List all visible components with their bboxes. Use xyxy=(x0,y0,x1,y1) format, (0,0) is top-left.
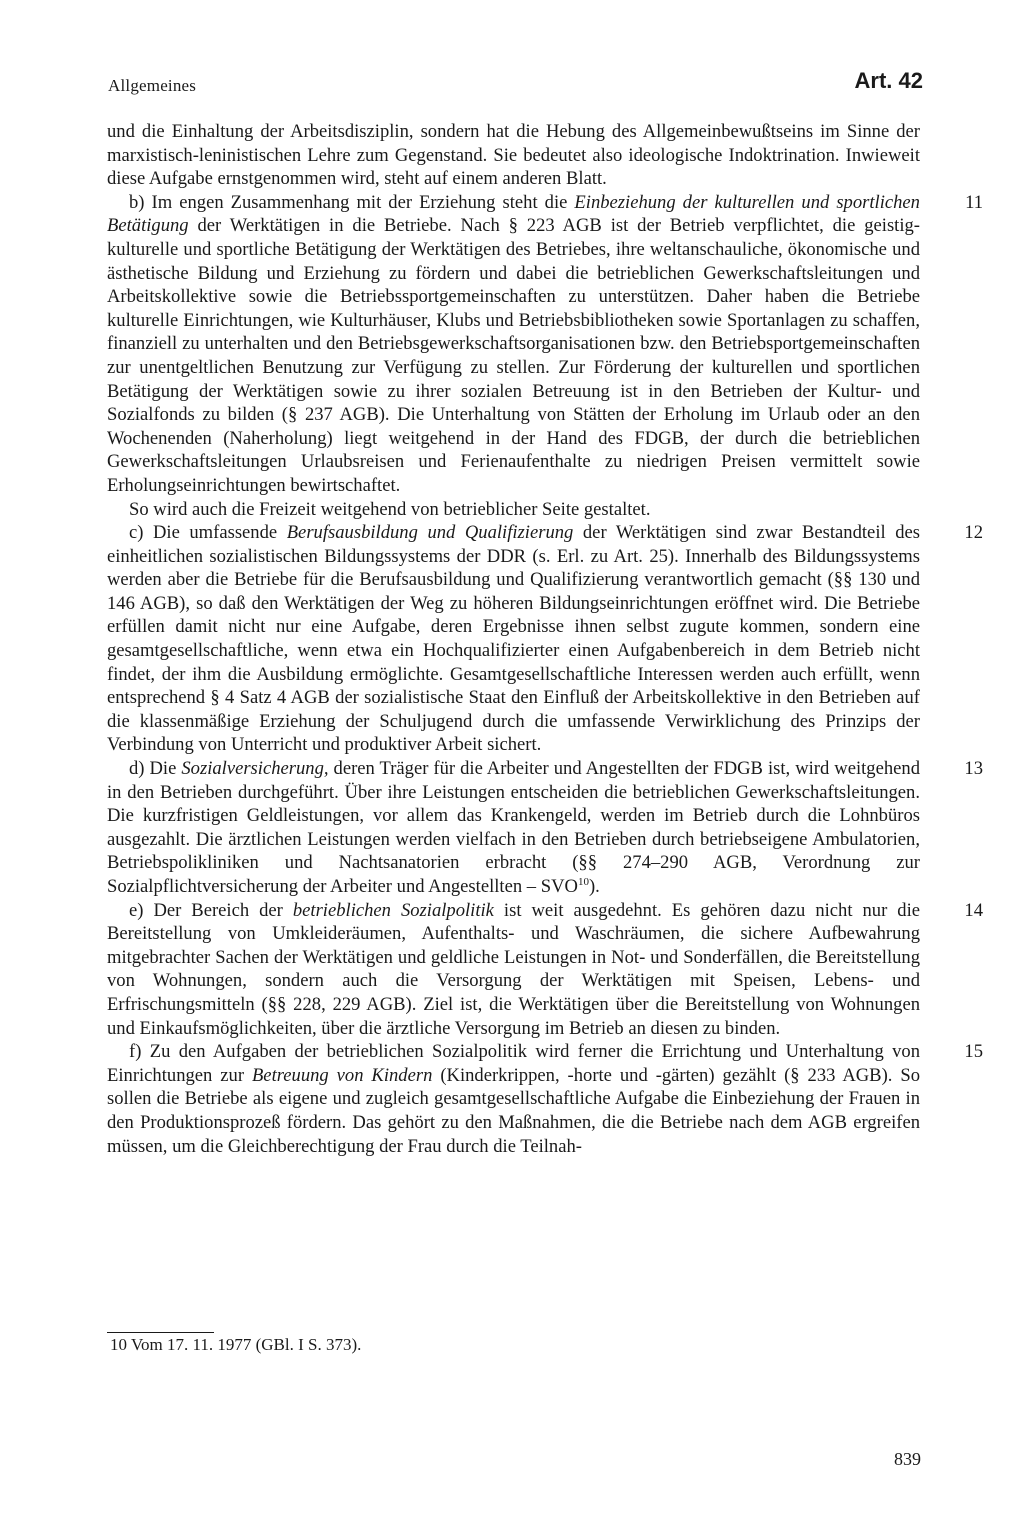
paragraph-text: f) Zu den Aufgaben der betrieblichen Sozialpolitik wird ferner die Errichtung und Unterhaltung von Einrichtungen zur xyxy=(107,1041,920,1086)
paragraph-text: (Kinderkrippen, -horte und -gärten) gezählt (§ 233 AGB). So sollen die Betriebe als eigene und zugleich gesamtgesellschaftliche Aufgabe die Einbeziehung der Frauen in den Produktionsprozeß fördern. Das gehört zu den Maßnahmen, die die Betriebe nach dem AGB ergreifen müssen, um die Gleichberechtigung der Frau durch die Teilnah- xyxy=(107,1064,920,1157)
running-header-section: Allgemeines xyxy=(108,76,197,95)
paragraph-block xyxy=(107,191,983,498)
paragraph-block xyxy=(107,899,983,1041)
paragraph xyxy=(107,120,920,191)
paragraph-text: der Werktätigen in die Betriebe. Nach § 223 AGB ist der Betrieb verpflichtet, die geistig-kulturelle und sportliche Betätigung der Werktätigen des Betriebes, ihre weltanschauliche, ökonomische und ästhetische Bildung und Erziehung zu fördern und dabei die betrieblichen Gewerkschaftsleitungen und Arbeitskollektive sowie die Betriebssportgemeinschaften zu unterstützen. Daher haben die Betriebe kulturelle Einrichtungen, wie Kulturhäuser, Klubs und Betriebsbibliotheken sowie Sportanlagen zu schaffen, finanziell zu unterhalten und den Betriebsgewerkschaftsorganisationen bzw. den Betriebsportgemeinschaften zur unentgeltlichen Benutzung zur Verfügung zu stellen. Zur Förderung der kulturellen und sportlichen Betätigung der Werktätigen sowie zu ihrer sozialen Betreuung ist in den Betrieben der Kultur- und Sozialfonds zu bilden (§ 237 AGB). Die Unterhaltung von Stätten der Erholung im Urlaub oder an den Wochenenden (Naherholung) liegt weitgehend in der Hand des FDGB, der durch die betrieblichen Gewerkschaftsleitungen Urlaubsreisen und Ferienaufenthalte zu niedrigen Preisen vermittelt sowie Erholungseinrichtungen bewirtschaftet. xyxy=(107,215,920,496)
paragraph-text: d) Die xyxy=(129,758,182,780)
margin-number: 15 xyxy=(964,1041,983,1063)
emphasis-text: Einbeziehung der kulturellen und sportlichen Betätigung xyxy=(107,191,920,237)
emphasis-text: Betreuung von Kindern xyxy=(251,1064,433,1086)
page-body xyxy=(107,120,983,1158)
paragraph xyxy=(107,521,920,757)
paragraph-text: e) Der Bereich der xyxy=(129,899,293,921)
paragraph-block xyxy=(107,521,983,757)
footnote-10: 10 Vom 17. 11. 1977 (GBl. I S. 373). xyxy=(110,1335,362,1354)
footnote-ref: 10 xyxy=(577,875,589,888)
margin-number: 11 xyxy=(965,191,983,213)
paragraph xyxy=(107,498,920,522)
paragraph-text: ). xyxy=(588,876,600,897)
paragraph-text: der Werktätigen sind zwar Bestandteil des einheitlichen sozialistischen Bildungssystems der DDR (s. Erl. zu Art. 25). Innerhalb des Bildungssystems werden aber die Betriebe für die Berufsausbildung und Qualifizierung verantwortlich gemacht (§§ 130 und 146 AGB), so daß den Werktätigen der Weg zu höheren Bildungseinrichtungen eröffnet wird. Die Betriebe erfüllen damit nicht nur eine Aufgabe, deren Ergebnisse ihnen selbst zugute kommen, sondern eine gesamtgesellschaftliche, wenn etwa ein Hochqualifizierter einen Aufgabenbereich in dem Betrieb nicht findet, der ihm die Ausbildung ermöglichte. Gesamtgesellschaftliche Interessen werden auch erfüllt, wenn entsprechend § 4 Satz 4 AGB der sozialistische Staat den Einfluß der Arbeitskollektive in den Betrieben auf die klassenmäßige Erziehung der Schuljugend durch die umfassende Verwirklichung des Prinzips der Verbindung von Unterricht und produktiver Arbeit sichert. xyxy=(107,522,920,756)
paragraph xyxy=(107,1040,920,1158)
margin-number: 12 xyxy=(964,522,983,544)
paragraph-block xyxy=(107,498,920,522)
emphasis-text: Berufsausbildung und Qualifizierung xyxy=(286,522,574,544)
paragraph xyxy=(107,191,920,498)
margin-number: 13 xyxy=(964,758,983,780)
paragraph-text: c) Die umfassende xyxy=(129,522,287,544)
paragraph-block xyxy=(107,1040,983,1158)
paragraph-text: und die Einhaltung der Arbeitsdisziplin, sondern hat die Hebung des Allgemeinbewußtseins im Sinne der marxistisch-leninistischen Lehre zum Gegenstand. Sie bedeutet also ideologische Indoktrination. Inwieweit diese Aufgabe ernstgenommen wird, steht auf einem anderen Blatt. xyxy=(107,121,920,190)
paragraph-text: deren Träger für die Arbeiter und Angestellten der FDGB ist, wird weitgehend in den Betrieben durchgeführt. Über ihre Leistungen entscheiden die betrieblichen Gewerkschaftsleitungen. Die kurzfristigen Geldleistungen, vor allem das Krankengeld, werden im Betrieb durch die Lohnbüros ausgezahlt. Die ärztlichen Leistungen werden vielfach in den Betrieben durch betriebseigene Ambulatorien, Betriebspolikliniken und Nachtsanatorien erbracht (§§ 274–290 AGB, Verordnung zur Sozialpflichtversicherung der Arbeiter und Angestellten – SVO xyxy=(107,758,920,897)
paragraph-block xyxy=(107,120,920,191)
emphasis-text: Sozialversicherung, xyxy=(181,758,329,780)
paragraph-text: b) Im engen Zusammenhang mit der Erziehung steht die xyxy=(129,191,575,213)
paragraph xyxy=(107,899,920,1041)
paragraph-text: ist weit ausgedehnt. Es gehören dazu nicht nur die Bereitstellung von Umkleideräumen, Aufenthalts- und Waschräumen, die sichere Aufbewahrung mitgebrachter Sachen der Werktätigen und geldliche Leistungen in Not- und Sonderfällen, die Bereitstellung von Wohnungen, sondern auch die Versorgung der Werktätigen mit Speisen, Lebens- und Erfrischungsmitteln (§§ 228, 229 AGB). Ziel ist, die Werktätigen über die Bereitstellung von Wohnungen und Einkaufsmöglichkeiten, über die ärztliche Versorgung im Betrieb an diesen zu binden. xyxy=(107,899,921,1039)
paragraph-block xyxy=(107,757,983,899)
paragraph xyxy=(107,757,920,899)
emphasis-text: betrieblichen Sozialpolitik xyxy=(292,899,494,921)
margin-number: 14 xyxy=(964,899,983,921)
page-number: 839 xyxy=(894,1449,921,1469)
running-header-article: Art. 42 xyxy=(854,68,923,93)
footnote-rule xyxy=(107,1332,214,1333)
paragraph-text: So wird auch die Freizeit weitgehend von betrieblicher Seite gestaltet. xyxy=(129,498,651,520)
